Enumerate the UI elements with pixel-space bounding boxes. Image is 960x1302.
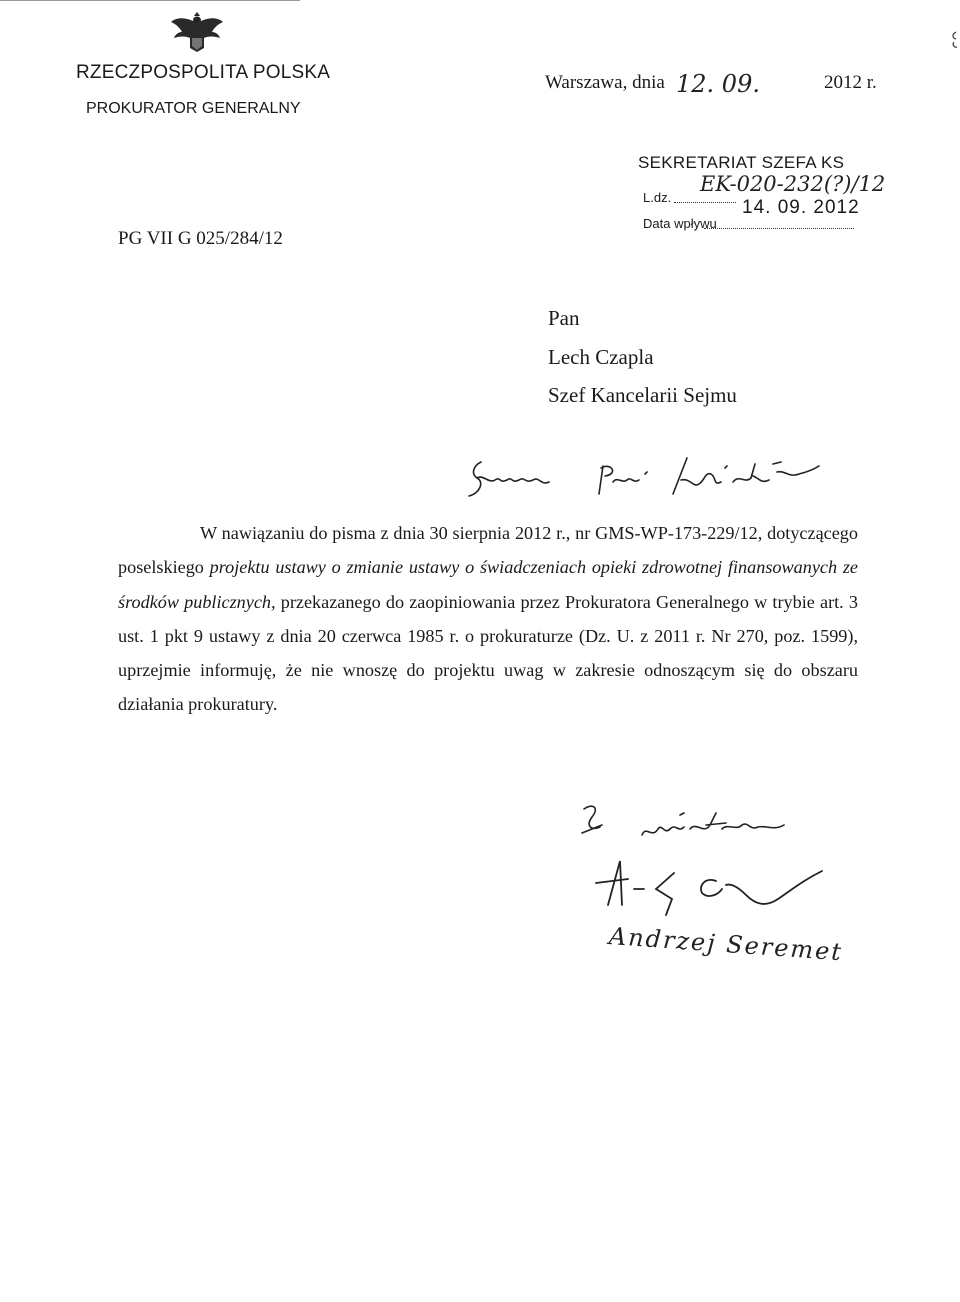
addressee-name: Lech Czapla	[548, 345, 654, 369]
country-name: RZECZPOSPOLITA POLSKA	[76, 62, 331, 83]
signer-name: Andrzej Seremet	[608, 922, 844, 967]
stamp-date-value: 14. 09. 2012	[742, 197, 860, 218]
scan-edge-mark-icon	[950, 30, 960, 50]
place-label: Warszawa, dnia	[545, 72, 665, 93]
handwritten-closing	[578, 795, 798, 850]
stamp-ldz-value: EK-020-232(?)/12	[700, 172, 886, 196]
handwritten-signature	[590, 855, 840, 925]
handwritten-greeting	[455, 444, 825, 504]
body-text-bill-title: projektu ustawy o zmianie ustawy o świadczeniach opieki zdrowotnej finansowanych ze środków publicznych,	[118, 557, 858, 612]
edge-mark	[950, 30, 960, 54]
addressee-salutation: Pan	[548, 306, 580, 330]
year-label: 2012 r.	[824, 72, 877, 93]
top-edge-rule	[0, 0, 300, 1]
stamp-ldz-label: L.dz.	[643, 190, 672, 205]
office-name: PROKURATOR GENERALNY	[86, 100, 301, 117]
polish-eagle-emblem-icon	[168, 8, 226, 54]
handwritten-date: 12. 09.	[676, 70, 760, 98]
addressee-title: Szef Kancelarii Sejmu	[548, 383, 737, 407]
stamp-date-label: Data wpływu	[643, 216, 717, 231]
body-text-intro: W nawiązaniu do pisma z dnia 30 sierpnia 2012 r., nr GMS-WP-173-229/12, dotyczącego poselskiego	[118, 523, 858, 578]
body-text-rest: przekazanego do zaopiniowania przez Prokuratora Generalnego w trybie art. 3 ust. 1 pkt 9 ustawy z dnia 20 czerwca 1985 r. o prokuraturze (Dz. U. z 2011 r. Nr 270, poz. 1599), uprzejmie informuję, że nie wnoszę do projektu uwag w zakresie odnoszącym się do obszaru działania prokuratury.	[118, 591, 858, 715]
letter-body	[118, 516, 858, 722]
reference-number: PG VII G 025/284/12	[118, 228, 283, 249]
stamp-title: SEKRETARIAT SZEFA KS	[638, 153, 845, 172]
